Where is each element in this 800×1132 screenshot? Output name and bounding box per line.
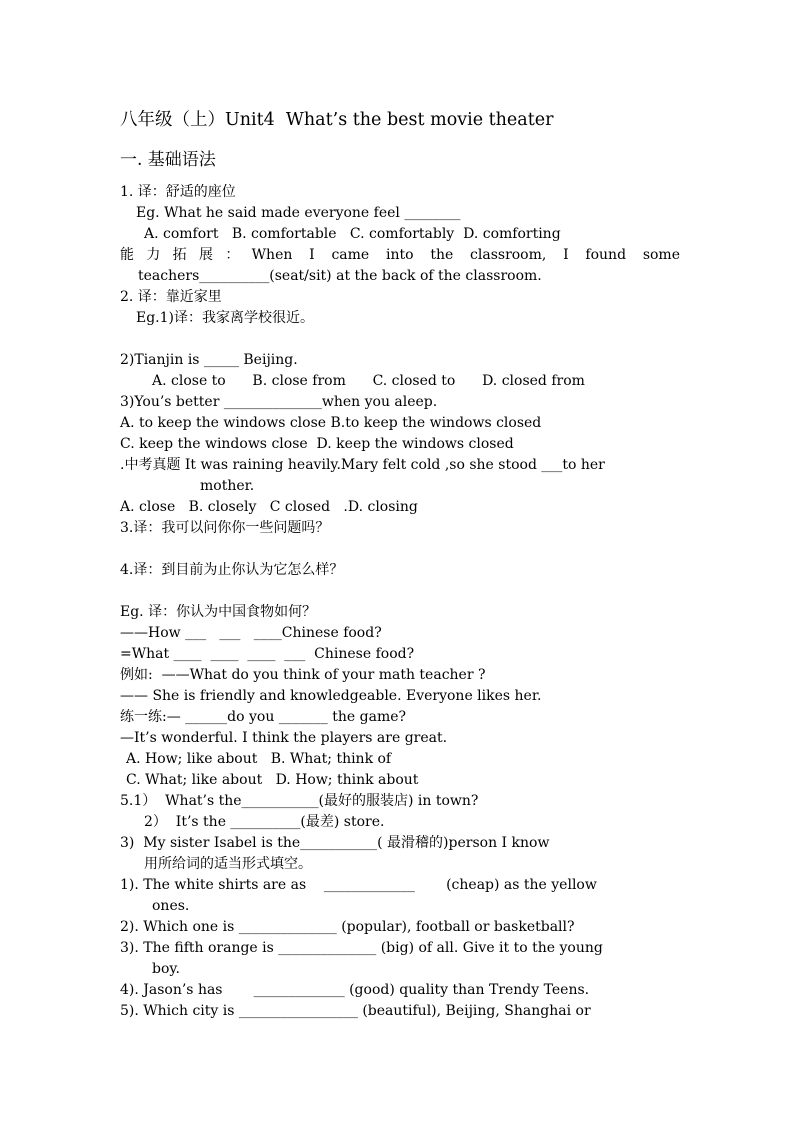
- q2-heading: 2. 译：靠近家里: [120, 289, 222, 305]
- fill-blank-instruction: 用所给词的适当形式填空。: [144, 856, 312, 872]
- exercise-3: 3). The fifth orange is ______________ (big) of all. Give it to the young: [120, 940, 603, 956]
- q2-example-3: 3)You’s better ______________when you aleep.: [120, 394, 438, 410]
- q4-how-blank: ——How ___ ___ ____Chinese food?: [120, 625, 382, 641]
- q2-example-2: 2)Tianjin is _____ Beijing.: [120, 352, 298, 368]
- q4-practice-answer: —It’s wonderful. I think the players are great.: [120, 730, 448, 746]
- exercise-5: 5). Which city is _________________ (beautiful), Beijing, Shanghai or: [120, 1003, 591, 1019]
- exercise-1: 1). The white shirts are as _____________ (cheap) as the yellow: [120, 877, 597, 893]
- q2-options: A. close to B. close from C. closed to D. closed from: [152, 373, 585, 389]
- exam-question-cont: mother.: [200, 478, 255, 494]
- q2-options-ab: A. to keep the windows close B.to keep the windows closed: [120, 415, 542, 431]
- q2-options-cd: C. keep the windows close D. keep the windows closed: [120, 436, 514, 452]
- q4-options-cd: C. What; like about D. How; think about: [126, 772, 419, 788]
- q4-example: Eg. 译：你认为中国食物如何？: [120, 604, 317, 620]
- q1-extension: 能力拓展：When I came into the classroom, I found some: [120, 247, 680, 263]
- exercise-4: 4). Jason’s has _____________ (good) quality than Trendy Teens.: [120, 982, 590, 998]
- q1-heading: 1. 译：舒适的座位: [120, 184, 236, 200]
- section-heading: 一. 基础语法: [120, 150, 216, 170]
- q5-item-2: 2） It’s the __________(最差) store.: [144, 814, 385, 830]
- q2-example-1: Eg.1)译：我家离学校很近。: [136, 310, 315, 326]
- q5-item-1: 5.1） What’s the___________(最好的服装店) in town?: [120, 793, 479, 809]
- q4-options-ab: A. How; like about B. What; think of: [126, 751, 392, 767]
- exercise-1-cont: ones.: [152, 898, 190, 914]
- q4-sample-question: 例如: ——What do you think of your math teacher ?: [120, 667, 486, 683]
- exam-question: .中考真题 It was raining heavily.Mary felt cold ,so she stood ___to her: [120, 457, 605, 473]
- q1-extension-cont: teachers__________(seat/sit) at the back of the classroom.: [138, 268, 542, 284]
- q4-practice: 练一练:— ______do you _______ the game?: [120, 709, 407, 725]
- q4-heading: 4.译：到目前为止你认为它怎么样？: [120, 562, 344, 578]
- q4-what-blank: =What ____ ____ ____ ___ Chinese food?: [120, 646, 415, 662]
- q3-heading: 3.译：我可以问你你一些问题吗？: [120, 520, 330, 536]
- q1-options: A. comfort B. comfortable C. comfortably D. comforting: [144, 226, 561, 242]
- exercise-2: 2). Which one is ______________ (popular), football or basketball?: [120, 919, 575, 935]
- q1-example: Eg. What he said made everyone feel ________: [136, 205, 461, 221]
- page-title: 八年级（上）Unit4 What’s the best movie theater: [120, 110, 554, 130]
- exam-options: A. close B. closely C closed .D. closing: [120, 499, 418, 515]
- q5-item-3: 3) My sister Isabel is the___________( 最滑稽的)person I know: [120, 835, 550, 851]
- q4-sample-answer: —— She is friendly and knowledgeable. Everyone likes her.: [120, 688, 542, 704]
- exercise-3-cont: boy.: [152, 961, 180, 977]
